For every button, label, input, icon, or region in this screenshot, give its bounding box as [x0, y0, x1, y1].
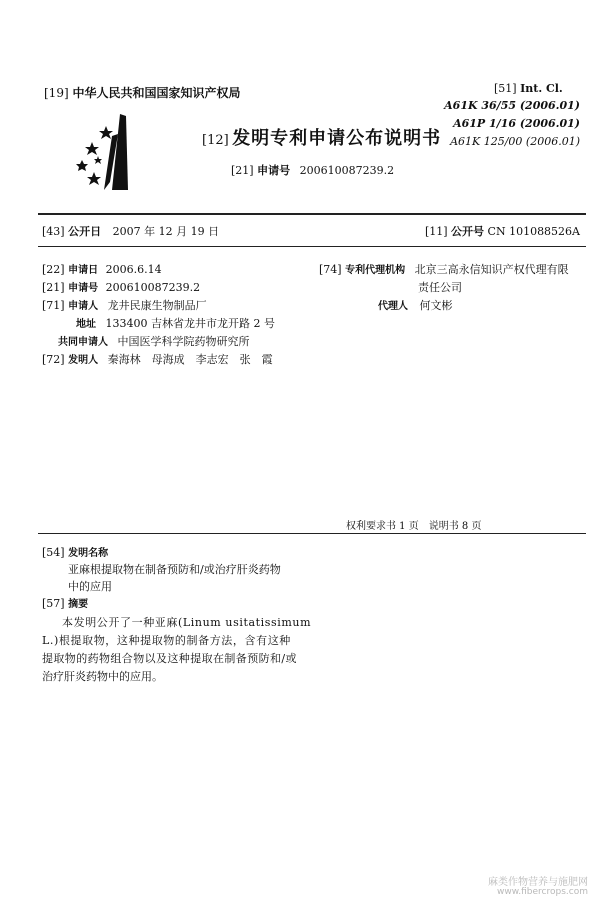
filing-date-code: [22] [42, 263, 65, 276]
ipc-header [494, 82, 563, 95]
title-heading [42, 544, 108, 559]
ipc-class-2: A61P 1/16 (2006.01) [453, 117, 580, 130]
inventor-label: 发明人 [68, 355, 99, 366]
address-label: 地址 [76, 319, 96, 330]
biblio-app-no-label: 申请号 [68, 283, 99, 294]
abstract-heading [42, 595, 88, 610]
abstract-line-4: 治疗肝炎药物中的应用。 [42, 670, 163, 683]
agency-row [319, 261, 569, 277]
office-name: 中华人民共和国国家知识产权局 [72, 86, 241, 100]
agency-code: [74] [319, 263, 342, 276]
pub-no-code: [11] [424, 225, 448, 238]
biblio-app-no-code: [21] [42, 281, 65, 294]
agent-row [378, 297, 453, 313]
ipc-label: Int. Cl. [520, 82, 563, 95]
address-row [76, 315, 275, 331]
pub-date-label: 公开日 [68, 225, 102, 238]
co-applicant-value: 中国医学科学院药物研究所 [117, 335, 250, 348]
ipc-class-3: A61K 125/00 (2006.01) [450, 135, 580, 148]
app-no-code: [21] [231, 164, 254, 177]
applicant-value: 龙井民康生物制品厂 [107, 299, 207, 312]
pub-no-value: CN 101088526A [487, 225, 580, 238]
watermark-line-2: www.fibercrops.com [497, 887, 588, 897]
doc-type-code: [12] [202, 133, 229, 148]
title-label: 发明名称 [68, 548, 109, 559]
doc-type-title: 发明专利申请公布说明书 [232, 128, 442, 149]
agency-value-line1: 北京三高永信知识产权代理有限 [414, 263, 569, 276]
agent-label: 代理人 [378, 301, 408, 312]
filing-date-row [42, 261, 162, 276]
top-rule [38, 213, 586, 215]
pub-no-label: 公开号 [451, 225, 485, 238]
title-line-1: 亚麻根提取物在制备预防和/或治疗肝炎药物 [68, 563, 281, 576]
filing-date-label: 申请日 [68, 265, 99, 276]
applicant-code: [71] [42, 299, 65, 312]
app-no-value: 200610087239.2 [299, 164, 395, 177]
agency-label: 专利代理机构 [345, 265, 406, 276]
applicant-row [42, 297, 207, 313]
abstract-line-2: L.)根提取物，这种提取物的制备方法，含有这种 [42, 634, 291, 647]
pub-rule [38, 246, 586, 247]
title-code: [54] [42, 546, 65, 559]
agency-value-line2: 责任公司 [418, 281, 462, 294]
app-no-label: 申请号 [257, 164, 291, 177]
biblio-app-no-value: 200610087239.2 [105, 281, 201, 294]
ipc-code: [51] [494, 82, 517, 95]
pub-date-code: [43] [42, 225, 65, 238]
ipc-class-1: A61K 36/55 (2006.01) [444, 99, 580, 112]
office-code: [19] [44, 86, 69, 100]
inventors-value: 秦海林 母海成 李志宏 张 霞 [107, 353, 273, 366]
doc-type-heading [202, 124, 441, 150]
abstract-label: 摘要 [68, 599, 89, 610]
co-applicant-label: 共同申请人 [58, 337, 108, 348]
inventor-code: [72] [42, 353, 65, 366]
cnipa-logo [68, 112, 150, 192]
watermark-line-1: 麻类作物营养与施肥网 [488, 877, 588, 888]
agent-value: 何文彬 [419, 299, 453, 312]
page-count: 权利要求书 1 页 说明书 8 页 [346, 521, 482, 532]
address-value: 133400 吉林省龙井市龙开路 2 号 [105, 317, 275, 330]
pub-date-value: 2007 年 12 月 19 日 [112, 225, 220, 238]
office-header [44, 84, 240, 101]
co-applicant-row [58, 333, 250, 349]
abstract-line-1: 本发明公开了一种亚麻(Linum usitatissimum [62, 616, 312, 629]
abstract-line-3: 提取物的药物组合物以及这种提取在制备预防和/或 [42, 652, 297, 665]
abstract-code: [57] [42, 597, 65, 610]
pub-date-row [42, 223, 219, 239]
pub-no-row [425, 223, 580, 239]
header-application-number [231, 162, 394, 178]
title-line-2: 中的应用 [68, 580, 112, 593]
abstract-rule [38, 533, 586, 534]
filing-date-value: 2006.6.14 [105, 263, 162, 276]
applicant-label: 申请人 [68, 301, 99, 312]
inventor-row [42, 351, 273, 367]
app-no-row [42, 279, 200, 294]
